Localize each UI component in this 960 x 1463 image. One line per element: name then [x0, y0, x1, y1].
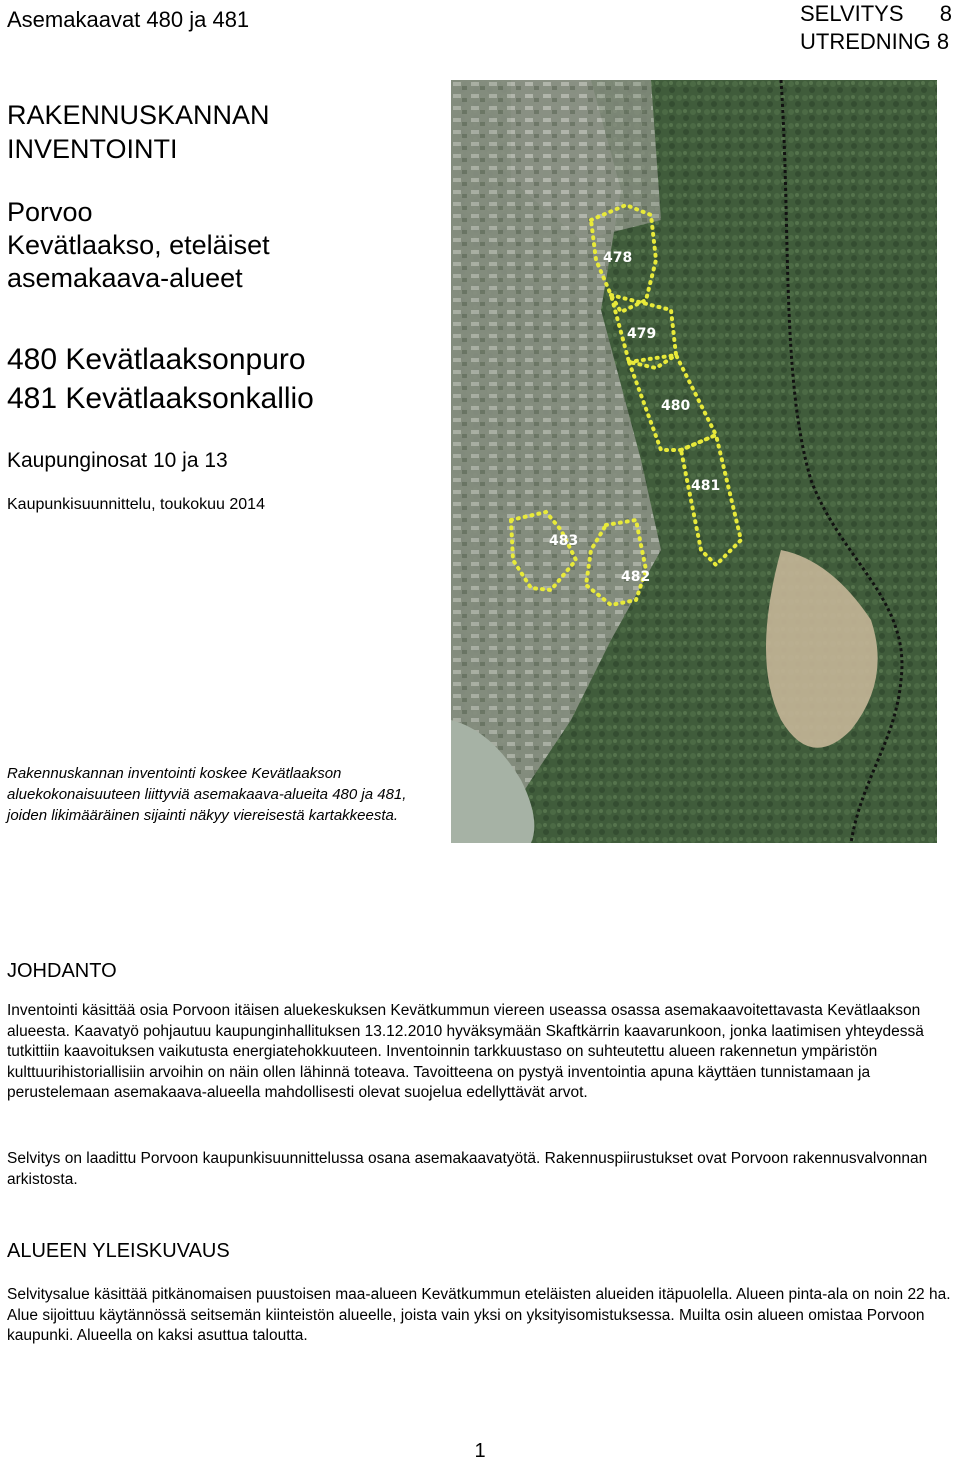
plan-name: 480 Kevätlaaksonpuro	[7, 343, 306, 376]
place-name	[7, 196, 270, 295]
intro-paragraph-sources: Selvitys on laadittu Porvoon kaupunkisuunnittelussa osana asemakaavatyötä. Rakennuspiirustukset ovat Porvoon rakennusvalvonnan arkistosta.	[7, 1150, 928, 1188]
aerial-map	[451, 80, 937, 843]
place-line: Porvoo	[7, 197, 93, 227]
plan-name: 481 Kevätlaaksonkallio	[7, 382, 314, 415]
report-number: 8	[939, 1, 952, 26]
area-label-483: 483	[549, 533, 579, 549]
plan-names	[7, 340, 314, 418]
area-label-479: 479	[627, 326, 657, 342]
report-title	[7, 98, 270, 166]
area-label-482: 482	[621, 569, 651, 585]
map-caption: Rakennuskannan inventointi koskee Kevätlaakson aluekokonaisuuteen liittyviä asemakaava-alueita 480 ja 481, joiden likimääräinen sijainti näkyy viereisestä kartakkeesta.	[7, 765, 407, 824]
page-number: 1	[474, 1440, 486, 1462]
report-label-sv: UTREDNING 8	[800, 29, 950, 54]
area-label-480: 480	[661, 398, 691, 414]
report-label-fi: SELVITYS	[800, 1, 904, 26]
report-title-line: RAKENNUSKANNAN	[7, 100, 270, 130]
section-heading-area: ALUEEN YLEISKUVAUS	[7, 1240, 230, 1262]
area-label-481: 481	[691, 478, 721, 494]
area-label-478: 478	[603, 250, 633, 266]
place-line: Kevätlaakso, eteläiset	[7, 230, 270, 260]
report-title-line: INVENTOINTI	[7, 134, 178, 164]
section-heading-intro: JOHDANTO	[7, 960, 117, 982]
districts-line: Kaupunginosat 10 ja 13	[7, 449, 228, 472]
area-paragraph: Selvitysalue käsittää pitkänomaisen puustoisen maa-alueen Kevätkummun eteläisten alueiden itäpuolella. Alueen pinta-ala on noin 22 ha. Alue sijoittuu käytännössä seitsemän kiinteistön alueelle, joista vain yksi on yksityisomistuksessa. Muilta osin alueen omistaa Porvoon kaupunki. Alueella on kaksi asuttua taloutta.	[7, 1286, 951, 1344]
report-number-block	[800, 0, 952, 56]
intro-paragraph: Inventointi käsittää osia Porvoon itäisen aluekeskuksen Kevätkummun viereen useassa osassa asemakaavoitettavasta Kevätlaakson alueesta. Kaavatyö pohjautuu kaupunginhallituksen 13.12.2010 hyväksymään Skaftkärrin kaavarunkoon, jonka laatimisen yhteydessä tutkittiin kaavoituksen vaikutusta energiatehokkuuteen. Inventoinnin tarkkuustaso on suhteutettu alueen rakennetun ympäristön kulttuurihistoriallisiin arvoihin on näin ollen lähinnä toteava. Tavoitteena on pystyä inventointia apuna käyttäen tunnistamaan ja perustelemaan asemakaava-alueella mahdollisesti olevat suojelua edellyttävät arvot.	[7, 1002, 924, 1101]
document-header-title: Asemakaavat 480 ja 481	[7, 7, 250, 32]
place-line: asemakaava-alueet	[7, 263, 243, 293]
department-date: Kaupunkisuunnittelu, toukokuu 2014	[7, 496, 265, 513]
